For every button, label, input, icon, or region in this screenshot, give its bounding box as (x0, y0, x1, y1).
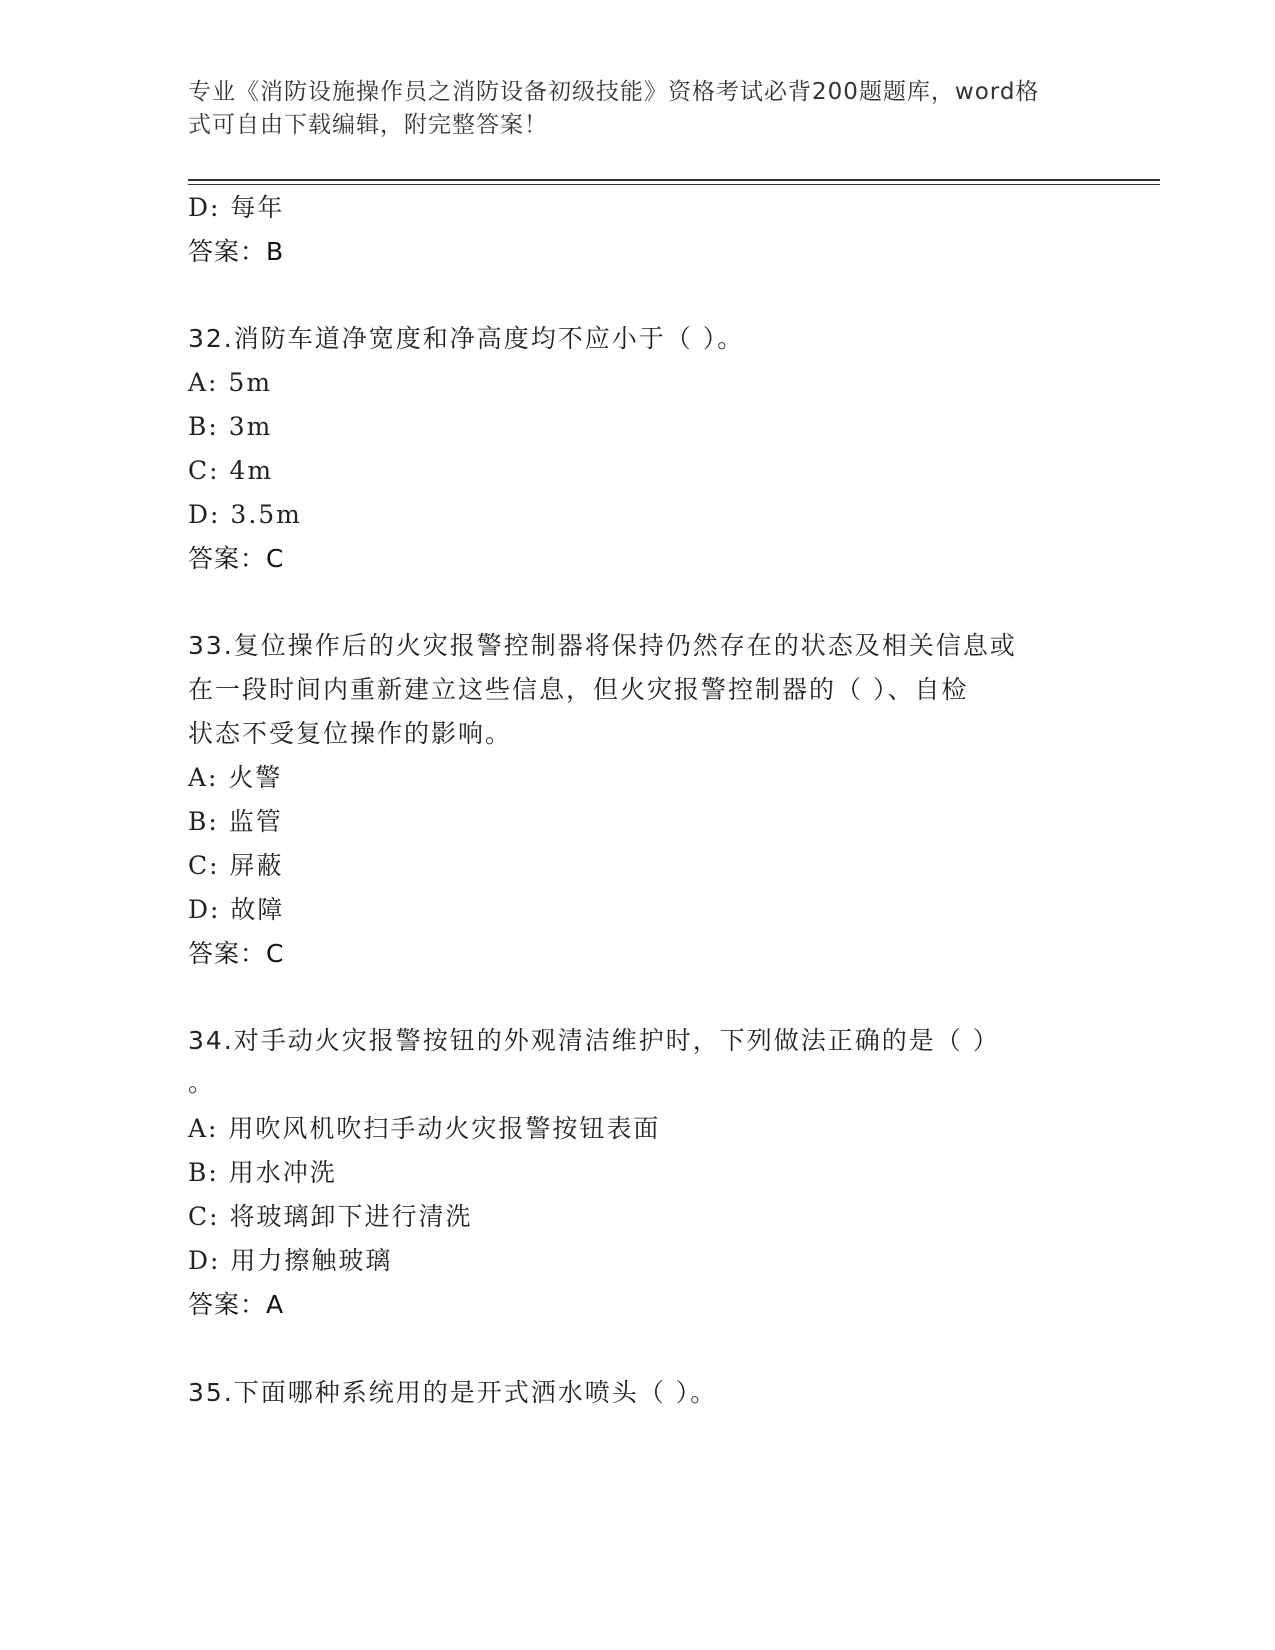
q33-option-b: B: 监管 (188, 807, 283, 836)
document-header (188, 76, 1068, 142)
q33-option-d: D: 故障 (188, 895, 285, 924)
q34-option-a: A: 用吹风机吹扫手动火灾报警按钮表面 (188, 1114, 661, 1143)
q34-option-c: C: 将玻璃卸下进行清洗 (188, 1202, 473, 1231)
q33-stem-line-2: 在一段时间内重新建立这些信息，但火灾报警控制器的（ ）、自检 (188, 675, 969, 704)
q32-option-d: D: 3.5m (188, 500, 302, 529)
q32-option-b: B: 3m (188, 412, 273, 441)
q32-answer: 答案：C (188, 544, 285, 573)
q31-answer: 答案：B (188, 237, 285, 266)
q33-option-a: A: 火警 (188, 763, 283, 792)
header-rule-thin (188, 184, 1160, 185)
q33-answer: 答案：C (188, 939, 285, 968)
q33-stem-line-3: 状态不受复位操作的影响。 (188, 719, 513, 748)
q32-option-c: C: 4m (188, 456, 274, 485)
header-line-1: 专业《消防设施操作员之消防设备初级技能》资格考试必背200题题库，word格 (188, 79, 1040, 105)
q32-option-a: A: 5m (188, 368, 273, 397)
q33-option-c: C: 屏蔽 (188, 851, 284, 880)
q33-stem-line-1: 33.复位操作后的火灾报警控制器将保持仍然存在的状态及相关信息或 (188, 631, 1017, 660)
header-rule-thick (188, 179, 1160, 181)
q34-stem-line-1: 34.对手动火灾报警按钮的外观清洁维护时，下列做法正确的是（ ） (188, 1026, 1000, 1055)
q32-stem: 32.消防车道净宽度和净高度均不应小于（ ）。 (188, 324, 745, 353)
header-line-2: 式可自由下载编辑，附完整答案！ (188, 112, 548, 138)
q34-answer: 答案：A (188, 1290, 285, 1319)
q31-option-d: D: 每年 (188, 193, 285, 222)
q34-stem-line-2: 。 (188, 1068, 216, 1097)
q35-stem: 35.下面哪种系统用的是开式洒水喷头（ ）。 (188, 1378, 718, 1407)
q34-option-b: B: 用水冲洗 (188, 1158, 337, 1187)
q34-option-d: D: 用力擦触玻璃 (188, 1246, 393, 1275)
